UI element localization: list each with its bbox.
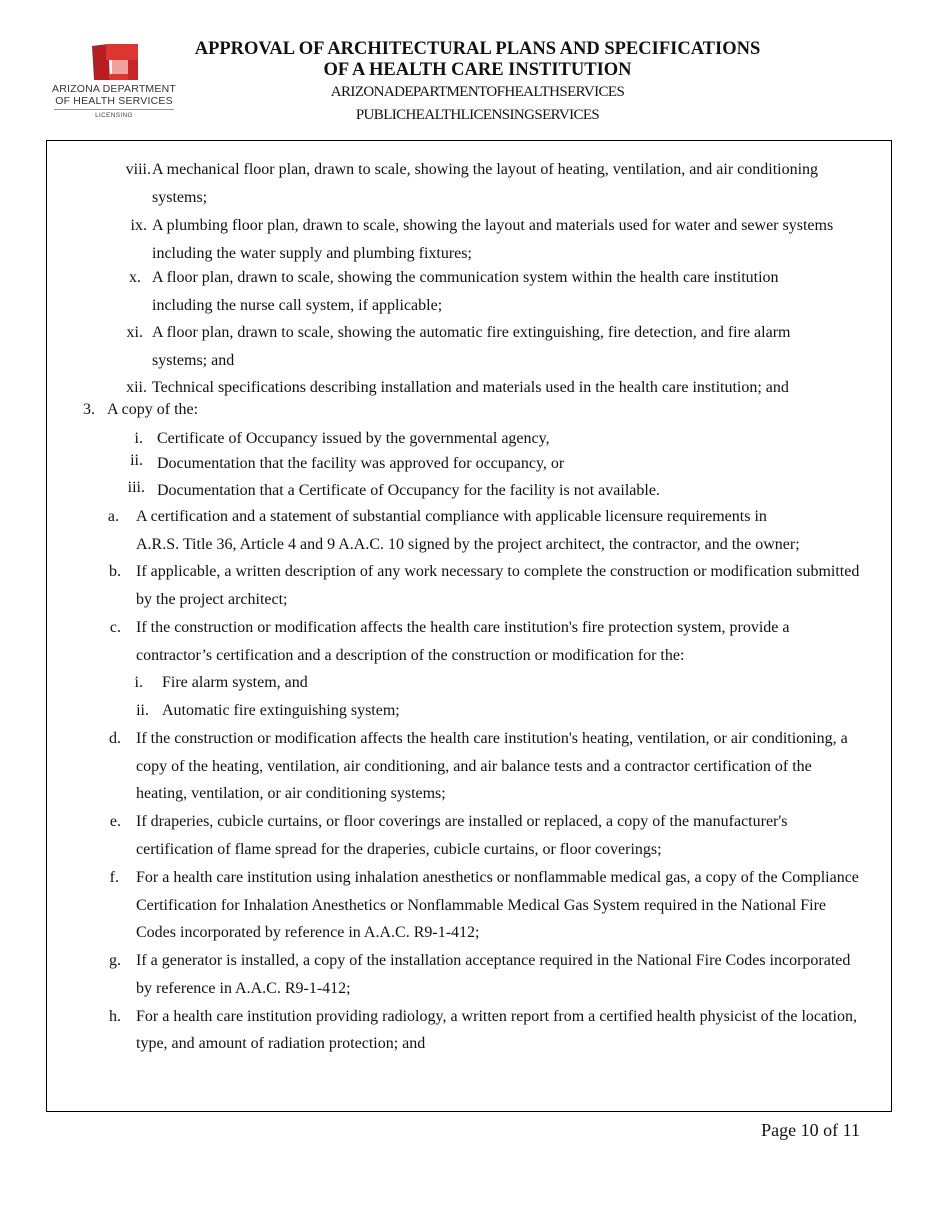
list-item-text: If draperies, cubicle curtains, or floor coverings are installed or replaced, a copy of the manufacturer's <box>136 813 788 830</box>
list-number: xi. <box>126 324 143 341</box>
logo-top-block <box>106 44 138 60</box>
list-item-text: by the project architect; <box>136 591 288 608</box>
logo-divider <box>54 109 174 110</box>
logo-subtitle: LICENSING <box>95 112 133 119</box>
document-title-line1: APPROVAL OF ARCHITECTURAL PLANS AND SPECIFICATIONS <box>194 39 761 59</box>
list-number: 3. <box>83 401 95 418</box>
list-item-text: including the water supply and plumbing fixtures; <box>152 245 472 262</box>
list-number: a. <box>107 508 119 525</box>
list-item-text: A mechanical floor plan, drawn to scale, showing the layout of heating, ventilation, and air conditioning <box>152 161 819 178</box>
list-item-text: by reference in A.A.C. R9-1-412; <box>136 980 351 997</box>
list-item-text: certification of flame spread for the draperies, cubicle curtains, or floor coverings; <box>136 841 662 858</box>
list-number: ii. <box>130 452 143 469</box>
list-number: i. <box>134 430 143 447</box>
list-item-text: A copy of the: <box>107 401 199 418</box>
list-number: c. <box>109 619 121 636</box>
list-number: d. <box>109 730 121 747</box>
list-item-text: Documentation that the facility was approved for occupancy, or <box>157 455 565 472</box>
list-number: viii. <box>125 161 151 178</box>
list-item-text: Fire alarm system, and <box>162 674 308 691</box>
list-number: ii. <box>136 702 149 719</box>
page-number: Page 10 of 11 <box>761 1120 860 1140</box>
logo-center-block <box>112 60 128 74</box>
logo-text-line2: OF HEALTH SERVICES <box>55 95 173 107</box>
list-item-text: If the construction or modification affects the health care institution's fire protection system, provide a <box>136 619 790 636</box>
logo-bottom-block <box>110 74 128 80</box>
list-item-text: A floor plan, drawn to scale, showing the communication system within the health care institution <box>152 269 779 286</box>
list-item-text: Automatic fire extinguishing system; <box>162 702 400 719</box>
list-item-text: contractor’s certification and a description of the construction or modification for the: <box>136 647 685 664</box>
list-item-text: For a health care institution using inhalation anesthetics or nonflammable medical gas, a copy of the Compliance <box>136 869 859 886</box>
list-number: g. <box>109 952 121 969</box>
list-item-text: A plumbing floor plan, drawn to scale, showing the layout and materials used for water and sewer systems <box>152 217 834 234</box>
list-number: b. <box>109 563 121 580</box>
list-number: f. <box>109 869 119 886</box>
department-name: ARIZONADEPARTMENTOFHEALTHSERVICES <box>330 84 625 100</box>
document-header <box>180 39 775 127</box>
logo-mark-icon <box>88 42 142 82</box>
list-item-text: Codes incorporated by reference in A.A.C. R9-1-412; <box>136 924 480 941</box>
list-number: e. <box>109 813 121 830</box>
list-item-text: Documentation that a Certificate of Occupancy for the facility is not available. <box>157 482 660 499</box>
list-item-text: A floor plan, drawn to scale, showing the automatic fire extinguishing, fire detection, and fire alarm <box>152 324 791 341</box>
list-number: iii. <box>127 479 145 496</box>
list-number: xii. <box>126 379 147 396</box>
list-item-text: copy of the heating, ventilation, air conditioning, and air balance tests and a contractor certification of the <box>136 758 812 775</box>
list-item-text: heating, ventilation, or air conditioning systems; <box>136 785 446 802</box>
division-name: PUBLICHEALTHLICENSINGSERVICES <box>355 107 600 123</box>
list-item-text: type, and amount of radiation protection; and <box>136 1035 426 1052</box>
list-item-text: For a health care institution providing radiology, a written report from a certified health physicist of the location, <box>136 1008 857 1025</box>
adhs-logo <box>52 40 176 120</box>
list-item-text: including the nurse call system, if applicable; <box>152 297 443 314</box>
list-item-text: A certification and a statement of substantial compliance with applicable licensure requirements in <box>136 508 767 525</box>
list-number: x. <box>129 269 141 286</box>
list-item-text: systems; <box>152 189 208 206</box>
list-item-text: Technical specifications describing installation and materials used in the health care institution; and <box>152 379 789 396</box>
list-item-text: If the construction or modification affects the health care institution's heating, ventilation, or air conditioning, a <box>136 730 848 747</box>
document-title-line2: OF A HEALTH CARE INSTITUTION <box>323 60 632 80</box>
list-number: i. <box>134 674 143 691</box>
content-box <box>46 140 892 1112</box>
list-item-text: If a generator is installed, a copy of the installation acceptance required in the National Fire Codes incorporated <box>136 952 851 969</box>
list-item-text: Certification for Inhalation Anesthetics or Nonflammable Medical Gas System required in the National Fire <box>136 897 827 914</box>
list-item-text: Certificate of Occupancy issued by the governmental agency, <box>157 430 550 447</box>
list-item-text: If applicable, a written description of any work necessary to complete the construction or modification submitted <box>136 563 860 580</box>
list-item-text: systems; and <box>152 352 235 369</box>
list-item-text: A.R.S. Title 36, Article 4 and 9 A.A.C. 10 signed by the project architect, the contractor, and the owner; <box>136 536 800 553</box>
list-number: ix. <box>130 217 147 234</box>
list-number: h. <box>109 1008 121 1025</box>
logo-text-line1: ARIZONA DEPARTMENT <box>52 83 176 95</box>
logo-right-block <box>128 60 138 80</box>
